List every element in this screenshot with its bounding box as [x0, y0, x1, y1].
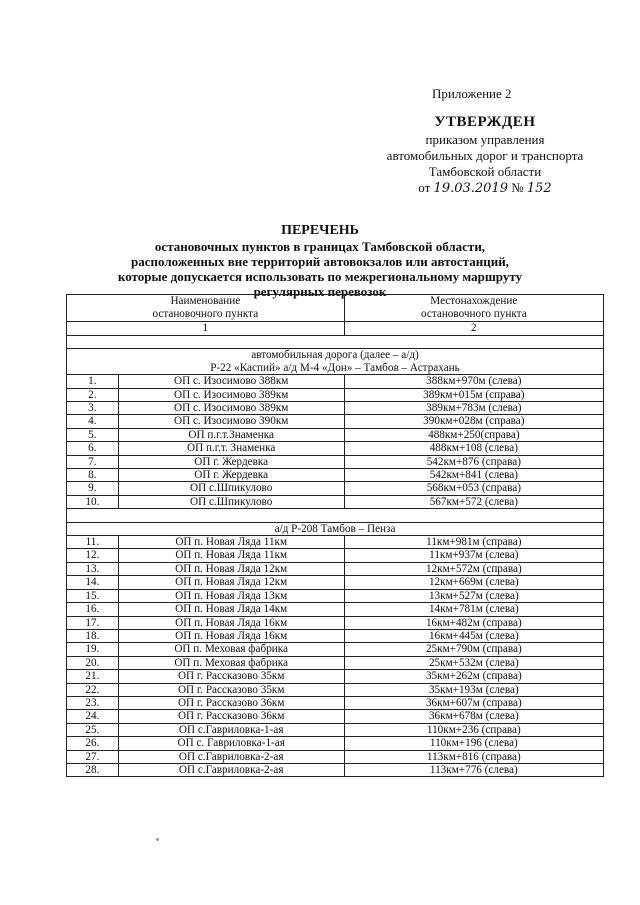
row-number: 2.	[67, 388, 119, 401]
section-2-heading	[67, 522, 604, 535]
table-row	[67, 603, 604, 616]
subtitle-line: регулярных перевозок	[253, 284, 387, 299]
row-number: 26.	[67, 737, 119, 750]
header-name-line2: остановочного пункта	[152, 308, 259, 320]
row-stop-name: ОП г. Рассказово 36км	[118, 696, 344, 709]
row-stop-name: ОП п. Новая Ляда 16км	[118, 629, 344, 642]
header-loc-cell	[344, 295, 603, 322]
table-row	[67, 375, 604, 388]
row-location: 16км+482м (справа)	[344, 616, 603, 629]
row-stop-name: ОП г. Жердевка	[118, 469, 344, 482]
row-location: 389км+783м (слева)	[344, 402, 603, 415]
row-location: 36км+678м (слева)	[344, 710, 603, 723]
row-stop-name: ОП с.Гавриловка-1-ая	[118, 723, 344, 736]
row-stop-name: ОП с.Шпикулово	[118, 482, 344, 495]
spacer-row	[67, 509, 604, 522]
section-2-rows	[67, 536, 604, 777]
table-row	[67, 763, 604, 776]
row-location: 110км+196 (слева)	[344, 737, 603, 750]
row-number: 10.	[67, 495, 119, 508]
row-stop-name: ОП г. Рассказово 35км	[118, 683, 344, 696]
handwritten-date: 19.03.2019	[433, 181, 508, 196]
table-row	[67, 670, 604, 683]
approval-date-line	[360, 180, 610, 197]
subtitle-line: остановочных пунктов в границах Тамбовской области,	[154, 239, 486, 254]
document-title: ПЕРЕЧЕНЬ	[281, 223, 359, 238]
row-location: 113км+776 (слева)	[344, 763, 603, 776]
table-row	[67, 442, 604, 455]
row-number: 23.	[67, 696, 119, 709]
approval-line-2: автомобильных дорог и транспорта	[386, 148, 584, 163]
approved-heading: УТВЕРЖДЕН	[434, 114, 536, 130]
table-row	[67, 710, 604, 723]
row-number: 12.	[67, 549, 119, 562]
row-stop-name: ОП п. Новая Ляда 14км	[118, 603, 344, 616]
row-stop-name: ОП с. Изосимово 389км	[118, 402, 344, 415]
row-stop-name: ОП с. Изосимово 389км	[118, 388, 344, 401]
table-header-row	[67, 295, 604, 322]
row-stop-name: ОП п.г.т. Знаменка	[118, 442, 344, 455]
row-number: 6.	[67, 442, 119, 455]
table-row	[67, 696, 604, 709]
spacer-row	[67, 336, 604, 349]
table-row	[67, 495, 604, 508]
table-row	[67, 388, 604, 401]
section-1-rows	[67, 375, 604, 509]
row-stop-name: ОП п. Новая Ляда 12км	[118, 562, 344, 575]
table-row	[67, 536, 604, 549]
date-prefix: от	[418, 180, 431, 195]
row-number: 19.	[67, 643, 119, 656]
colnum-2: 2	[344, 322, 603, 336]
section-1-line2: Р-22 «Каспий» а/д М-4 «Дон» – Тамбов – Астрахань	[210, 361, 460, 374]
header-loc-line1: Местонахождение	[430, 295, 518, 307]
row-location: 25км+532м (слева)	[344, 656, 603, 669]
section-2-cell: а/д Р-208 Тамбов – Пенза	[67, 522, 604, 535]
row-number: 18.	[67, 629, 119, 642]
stops-table	[66, 294, 604, 777]
section-1-line1: автомобильная дорога (далее – а/д)	[251, 349, 419, 362]
row-location: 16км+445м (слева)	[344, 629, 603, 642]
row-number: 13.	[67, 562, 119, 575]
table-row	[67, 750, 604, 763]
number-prefix: №	[511, 180, 524, 195]
row-number: 8.	[67, 469, 119, 482]
table-row	[67, 737, 604, 750]
table-row	[67, 455, 604, 468]
header-loc-line2: остановочного пункта	[420, 308, 527, 320]
row-stop-name: ОП с.Шпикулово	[118, 495, 344, 508]
section-1-cell	[67, 349, 604, 375]
table-row	[67, 643, 604, 656]
row-stop-name: ОП с. Гавриловка-1-ая	[118, 737, 344, 750]
row-stop-name: ОП п. Меховая фабрика	[118, 656, 344, 669]
row-location: 25км+790м (справа)	[344, 643, 603, 656]
row-number: 7.	[67, 455, 119, 468]
subtitle-line: которые допускается использовать по межрегиональному маршруту	[117, 269, 523, 284]
table-row	[67, 562, 604, 575]
row-number: 22.	[67, 683, 119, 696]
row-stop-name: ОП г. Рассказово 36км	[118, 710, 344, 723]
table-row	[67, 589, 604, 602]
row-number: 14.	[67, 576, 119, 589]
row-location: 390км+028м (справа)	[344, 415, 603, 428]
row-number: 17.	[67, 616, 119, 629]
row-number: 15.	[67, 589, 119, 602]
row-stop-name: ОП с.Гавриловка-2-ая	[118, 763, 344, 776]
table-row	[67, 549, 604, 562]
row-location: 113км+816 (справа)	[344, 750, 603, 763]
table-colnum-row	[67, 322, 604, 336]
row-number: 5.	[67, 428, 119, 441]
row-stop-name: ОП п. Новая Ляда 11км	[118, 549, 344, 562]
table-row	[67, 482, 604, 495]
row-number: 16.	[67, 603, 119, 616]
row-number: 21.	[67, 670, 119, 683]
row-location: 488км+108 (слева)	[344, 442, 603, 455]
row-location: 568км+053 (справа)	[344, 482, 603, 495]
table-row	[67, 723, 604, 736]
row-number: 25.	[67, 723, 119, 736]
table-row	[67, 402, 604, 415]
row-location: 388км+970м (слева)	[344, 375, 603, 388]
row-number: 11.	[67, 536, 119, 549]
row-location: 11км+937м (слева)	[344, 549, 603, 562]
row-location: 36км+607м (справа)	[344, 696, 603, 709]
row-number: 28.	[67, 763, 119, 776]
table-row	[67, 629, 604, 642]
row-location: 12км+572м (справа)	[344, 562, 603, 575]
row-number: 24.	[67, 710, 119, 723]
table-row	[67, 656, 604, 669]
subtitle-line: расположенных вне территорий автовокзалов или автостанций,	[131, 254, 509, 269]
table-row	[67, 616, 604, 629]
section-1-heading	[67, 349, 604, 375]
row-stop-name: ОП г. Жердевка	[118, 455, 344, 468]
table-row	[67, 428, 604, 441]
table-row	[67, 576, 604, 589]
row-location: 567км+572 (слева)	[344, 495, 603, 508]
row-number: 9.	[67, 482, 119, 495]
row-location: 35км+193м (слева)	[344, 683, 603, 696]
row-stop-name: ОП п. Меховая фабрика	[118, 643, 344, 656]
row-location: 110км+236 (справа)	[344, 723, 603, 736]
approval-line-3: Тамбовской области	[428, 164, 542, 179]
row-location: 542км+876 (справа)	[344, 455, 603, 468]
header-name-cell	[67, 295, 345, 322]
table-row	[67, 683, 604, 696]
row-stop-name: ОП с. Изосимово 390км	[118, 415, 344, 428]
row-stop-name: ОП с. Изосимово 388км	[118, 375, 344, 388]
row-number: 4.	[67, 415, 119, 428]
row-location: 35км+262м (справа)	[344, 670, 603, 683]
row-stop-name: ОП п.г.т.Знаменка	[118, 428, 344, 441]
row-location: 542км+841 (слева)	[344, 469, 603, 482]
handwritten-number: 152	[526, 181, 552, 196]
row-stop-name: ОП п. Новая Ляда 12км	[118, 576, 344, 589]
annex-label: Приложение 2	[432, 86, 512, 101]
header-name-line1: Наименование	[170, 295, 241, 307]
row-stop-name: ОП п. Новая Ляда 16км	[118, 616, 344, 629]
row-location: 14км+781м (слева)	[344, 603, 603, 616]
row-number: 3.	[67, 402, 119, 415]
row-number: 27.	[67, 750, 119, 763]
row-number: 20.	[67, 656, 119, 669]
row-stop-name: ОП г. Рассказово 35км	[118, 670, 344, 683]
row-location: 11км+981м (справа)	[344, 536, 603, 549]
table-row	[67, 415, 604, 428]
row-location: 12км+669м (слева)	[344, 576, 603, 589]
row-stop-name: ОП п. Новая Ляда 11км	[118, 536, 344, 549]
row-location: 389км+015м (справа)	[344, 388, 603, 401]
row-location: 488км+250(справа)	[344, 428, 603, 441]
row-stop-name: ОП с.Гавриловка-2-ая	[118, 750, 344, 763]
row-stop-name: ОП п. Новая Ляда 13км	[118, 589, 344, 602]
row-number: 1.	[67, 375, 119, 388]
approval-line-1: приказом управления	[425, 132, 545, 147]
document-subtitle	[110, 239, 530, 299]
table-row	[67, 469, 604, 482]
scan-speck	[156, 838, 159, 841]
row-location: 13км+527м (слева)	[344, 589, 603, 602]
colnum-1: 1	[67, 322, 345, 336]
